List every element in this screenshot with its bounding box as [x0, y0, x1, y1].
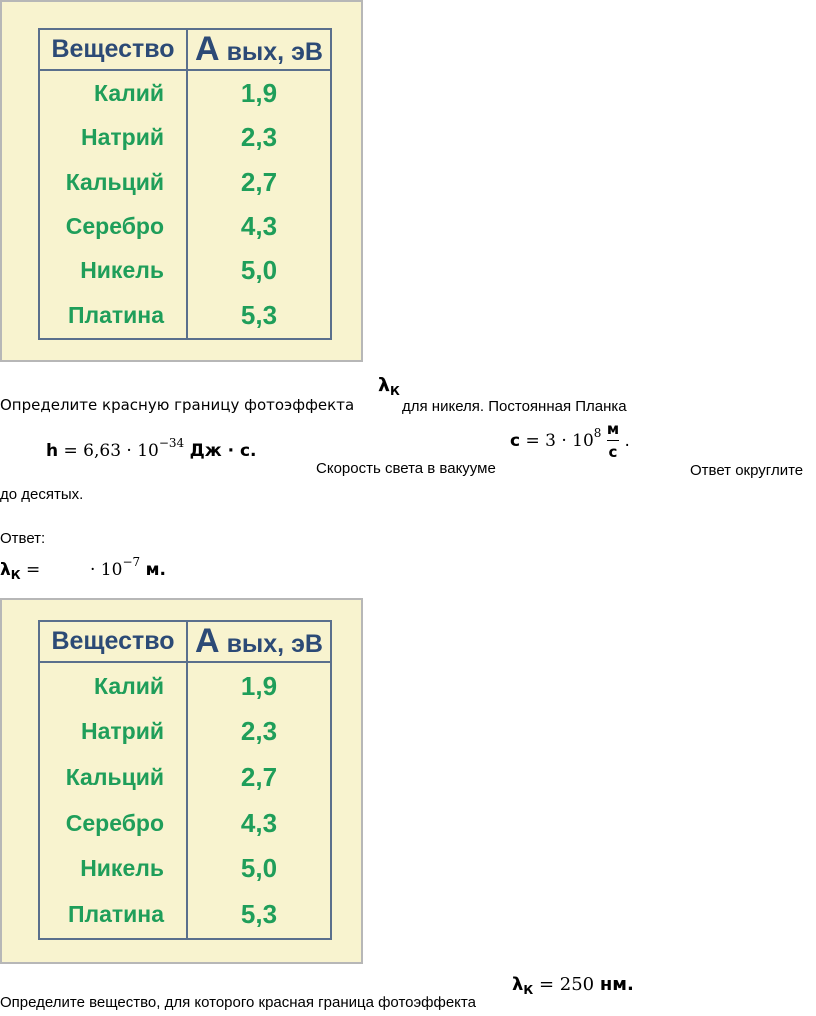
header-work-function: А вых, эВ	[187, 621, 331, 662]
work-function-table-image-2	[0, 598, 363, 964]
header-substance: Вещество	[39, 621, 187, 662]
answer-label: Ответ:	[0, 530, 46, 547]
speed-formula: $c = 3 \cdot 10^8$ $\frac{м}{с}$ .	[510, 420, 630, 461]
speed-label: Скорость света в вакууме	[316, 460, 496, 477]
header-substance: Вещество	[39, 29, 187, 70]
work-function-table-1	[38, 28, 332, 340]
m-per-s-fraction: $\frac{м}{с}$	[606, 420, 620, 461]
task2-formula: $\lambda_К = 250$ нм.	[512, 974, 634, 997]
task2-text: Определите вещество, для которого красная граница фотоэффекта	[0, 994, 476, 1011]
round-text-1: Ответ округлите	[690, 462, 804, 479]
header-work-function: А вых, эВ	[187, 29, 331, 70]
table-row: Серебро 4,3	[39, 204, 331, 248]
answer-input[interactable]	[60, 580, 84, 600]
table-row: Платина 5,3	[39, 892, 331, 939]
table-header-row	[39, 621, 331, 662]
table-row: Кальций 2,7	[39, 755, 331, 801]
answer-formula: $\lambda_К$ =	[0, 560, 41, 582]
answer-multiplier: · $10^{-7}$ м.	[90, 555, 166, 580]
table-row: Кальций 2,7	[39, 160, 331, 204]
work-function-table-image-1	[0, 0, 363, 362]
table-row: Калий 1,9	[39, 662, 331, 709]
table-row: Платина 5,3	[39, 293, 331, 339]
round-text-2: до десятых.	[0, 486, 84, 503]
table-row: Никель 5,0	[39, 249, 331, 293]
task1-after: для никеля. Постоянная Планка	[402, 398, 627, 415]
table-row: Серебро 4,3	[39, 800, 331, 846]
table-row: Никель 5,0	[39, 846, 331, 892]
table-row: Калий 1,9	[39, 70, 331, 116]
task1-intro: Определите красную границу фотоэффекта	[0, 396, 355, 414]
planck-formula: $h = 6,63 \cdot 10^{-34}$ Дж · с.	[46, 436, 257, 461]
work-function-table-2	[38, 620, 332, 940]
lambda-k-symbol: $\lambda_К$	[378, 374, 400, 398]
table-header-row	[39, 29, 331, 70]
table-row: Натрий 2,3	[39, 116, 331, 160]
table-row: Натрий 2,3	[39, 709, 331, 755]
